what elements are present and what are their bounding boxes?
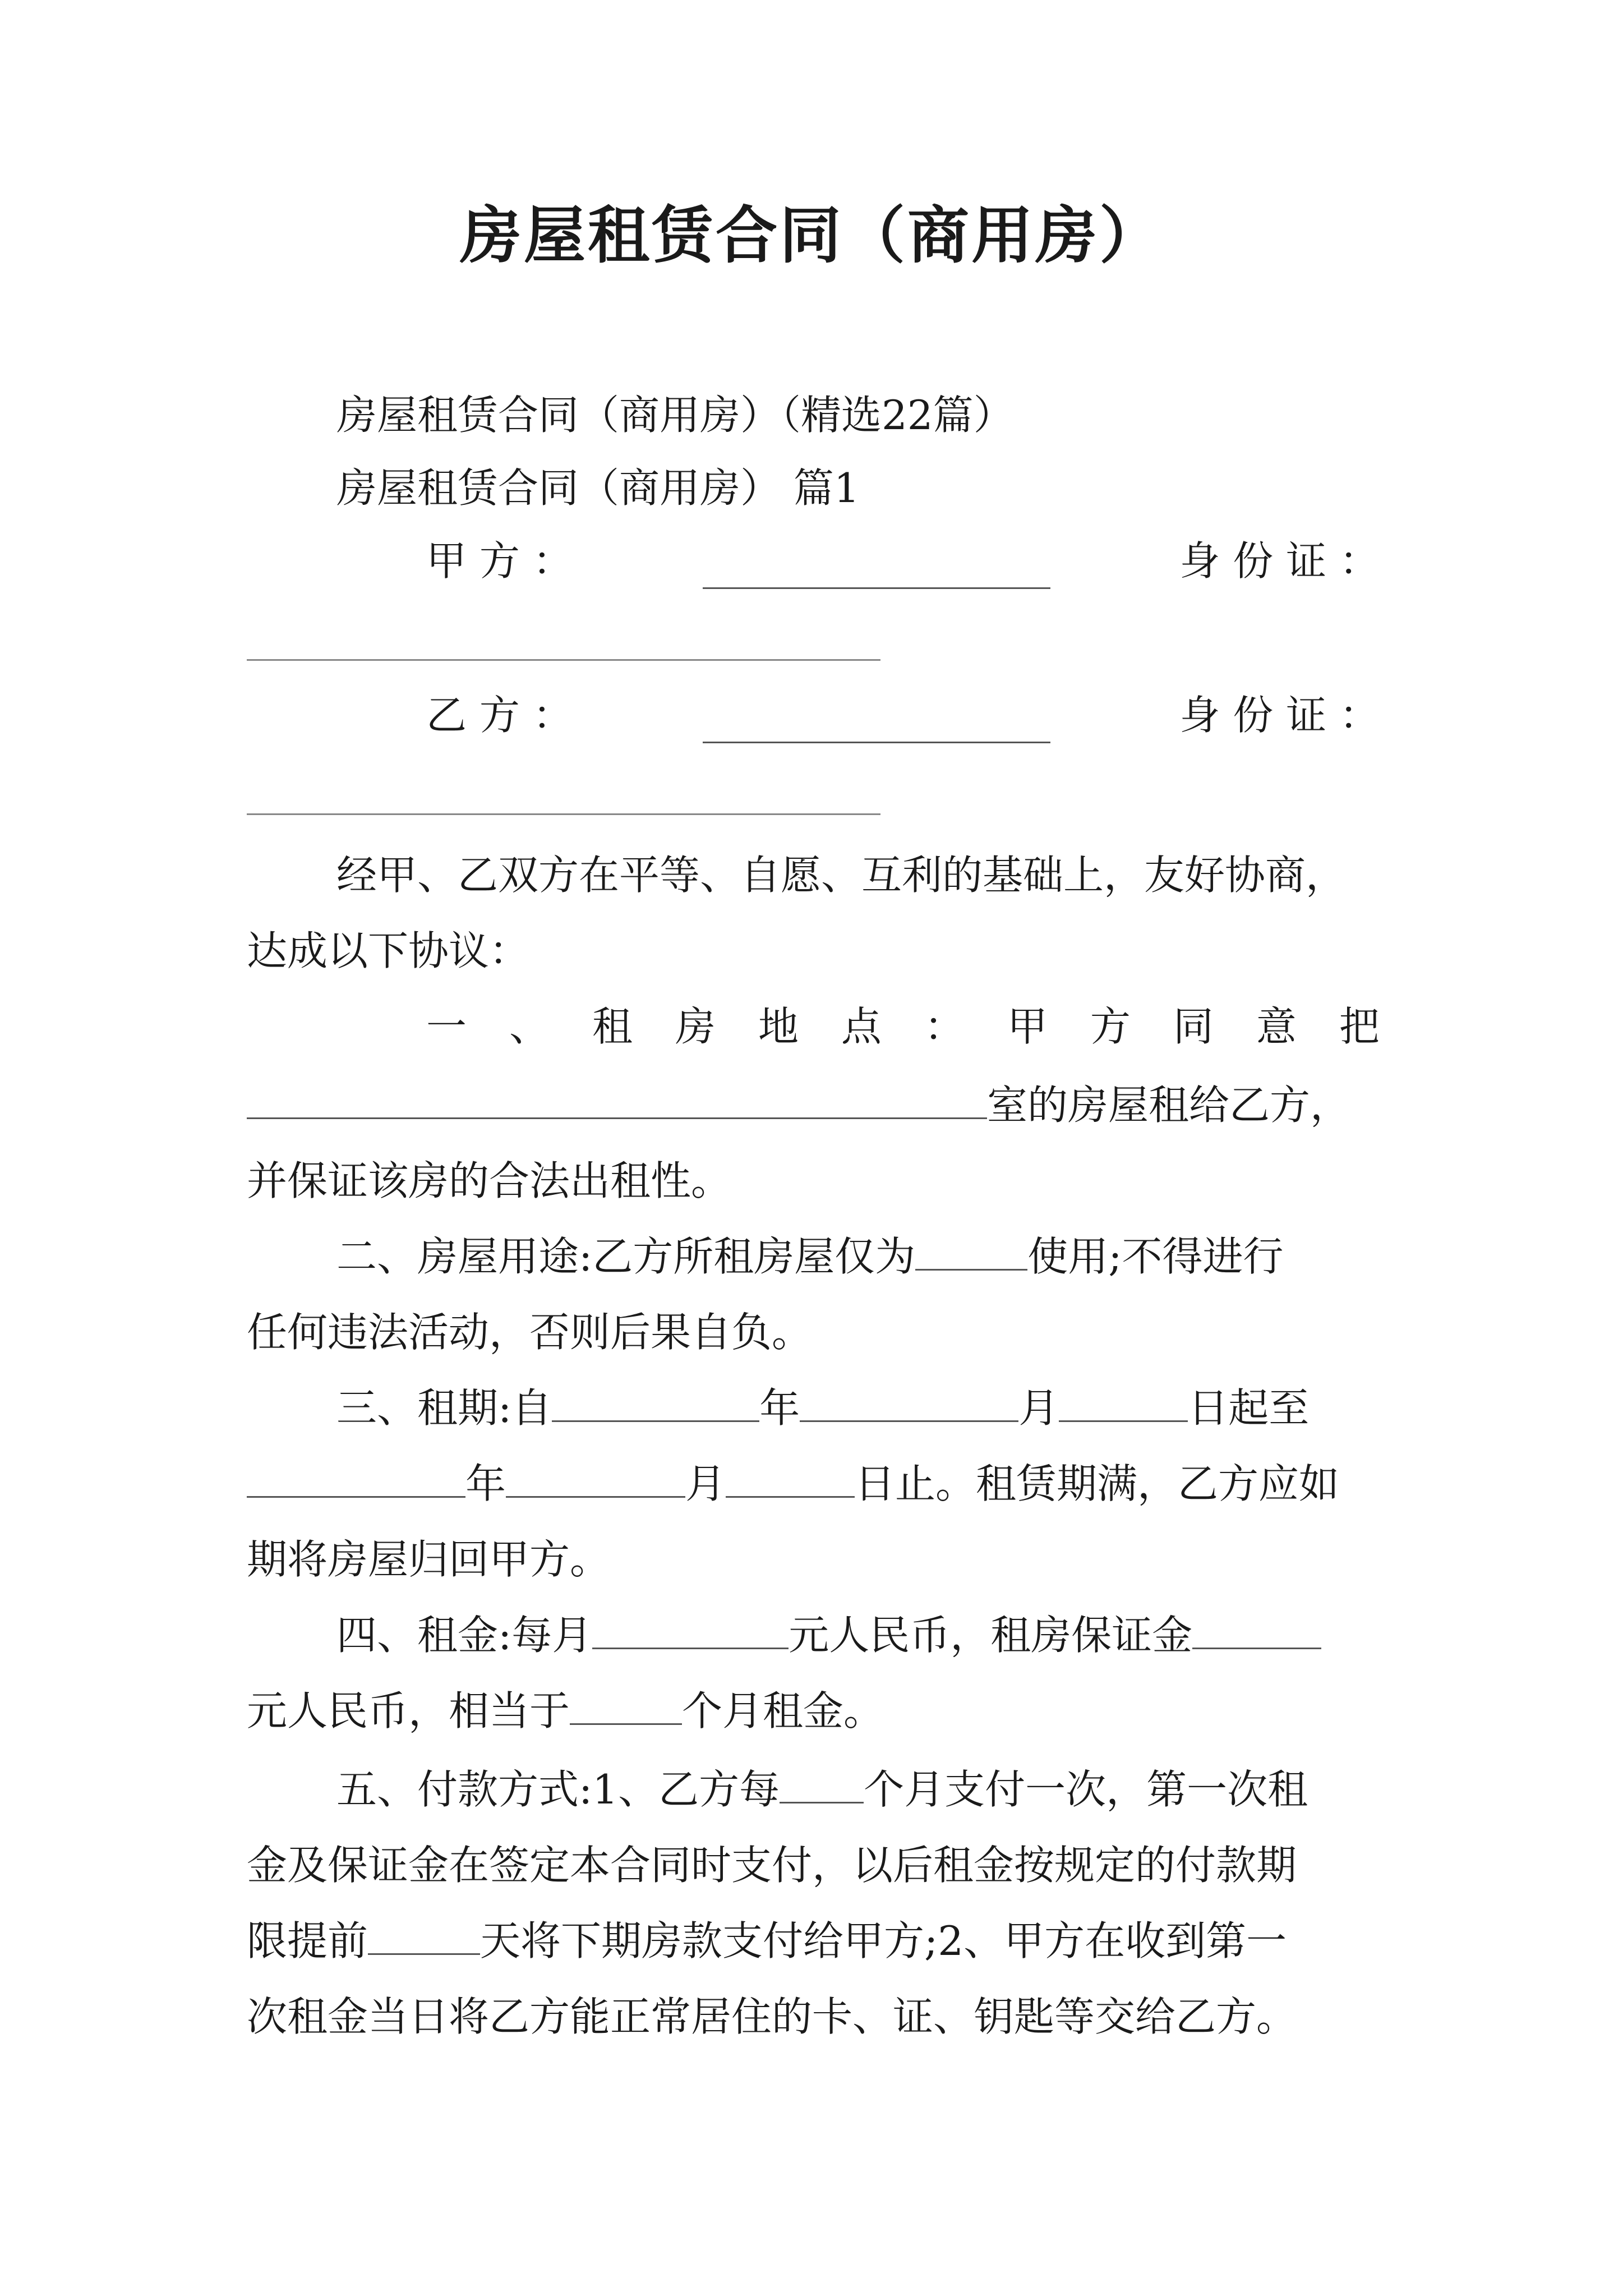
subtitle: 房屋租赁合同（商用房）（精选22篇） [336,392,1014,439]
clause-3-text-c: 日止。租赁期满，乙方应如 [855,1460,1340,1507]
clause-1-room-suffix: 室的房屋租给乙方， [987,1082,1351,1129]
clause-3-text-a: 三、租期:自 [336,1384,552,1432]
clause-1-line-2 [247,1077,1380,1133]
party-a-row [426,533,1380,589]
clause-3-line-3: 期将房屋归回甲方。 [247,1536,611,1583]
clause-5-text-c: 限提前 [247,1917,368,1964]
clause-2-text-a: 二、房屋用途:乙方所租房屋仅为 [336,1233,916,1280]
clause-3-start-month-blank[interactable] [800,1381,1018,1422]
clause-2-text-b: 使用;不得进行 [1027,1233,1284,1280]
clause-3-line-2 [247,1456,1380,1512]
clause-5-days-blank[interactable] [368,1914,480,1955]
clause-2-line-2: 任何违法活动，否则后果自负。 [247,1309,813,1356]
clause-1-char-1: 、 [509,1003,550,1050]
clause-1-char-11: 把 [1339,1003,1380,1050]
party-b-id-label: 身 份 证 ： [1179,692,1380,739]
clause-3-end-month-blank[interactable] [506,1457,685,1498]
clause-3-end-year-label: 年 [465,1460,506,1507]
clause-1-char-8: 方 [1090,1003,1131,1050]
clause-1-char-7: 甲 [1007,1003,1048,1050]
clause-5-interval-blank[interactable] [780,1763,864,1803]
clause-3-start-year-blank[interactable] [552,1381,759,1422]
clause-5-text-a: 五、付款方式:1、乙方每 [336,1766,780,1813]
party-b-label: 乙 方 ： [426,692,573,739]
party-a-label: 甲 方 ： [426,537,573,585]
clause-1-char-5: 点 [841,1003,882,1050]
clause-4-months-blank[interactable] [570,1684,682,1725]
clause-3-line-1 [336,1380,1380,1436]
clause-4-line-1 [336,1607,1380,1663]
party-a-id-label: 身 份 证 ： [1179,537,1380,585]
clause-1-char-2: 租 [592,1003,633,1050]
clause-1-char-9: 同 [1173,1003,1214,1050]
section-title: 房屋租赁合同（商用房） 篇1 [336,464,860,512]
clause-4-deposit-blank[interactable] [1192,1608,1321,1649]
clause-3-end-year-blank[interactable] [247,1457,465,1498]
clause-4-text-c: 元人民币，相当于 [247,1687,570,1734]
party-b-row [426,687,1380,743]
intro-line-1: 经甲、乙双方在平等、自愿、互利的基础上，友好协商， [336,852,1347,899]
party-a-name-blank[interactable] [703,548,1050,589]
clause-3-month-label: 月 [1018,1384,1059,1432]
intro-line-2: 达成以下协议： [247,927,530,974]
party-a-id-blank[interactable] [247,659,880,661]
clause-2-line-1 [336,1228,1380,1285]
party-b-name-blank[interactable] [703,702,1050,743]
clause-4-rent-blank[interactable] [592,1608,789,1649]
clause-4-text-d: 个月租金。 [682,1687,884,1734]
clause-4-text-a: 四、租金:每月 [336,1612,593,1659]
clause-3-year-label: 年 [759,1384,800,1432]
clause-3-end-month-label: 月 [685,1460,726,1507]
clause-1-char-3: 房 [675,1003,716,1050]
clause-3-end-day-blank[interactable] [726,1457,855,1498]
clause-1-char-4: 地 [758,1003,799,1050]
clause-5-line-1 [336,1761,1380,1818]
clause-5-text-d: 天将下期房款支付给甲方;2、甲方在收到第一 [480,1917,1287,1964]
clause-5-line-2: 金及保证金在签定本合同时支付，以后租金按规定的付款期 [247,1842,1297,1889]
clause-4-line-2 [247,1683,1380,1739]
clause-1-char-6: ： [924,1003,965,1050]
clause-3-start-day-blank[interactable] [1059,1381,1188,1422]
clause-1-line-1 [426,999,1380,1055]
clause-5-line-3 [247,1913,1380,1969]
clause-2-use-blank[interactable] [915,1230,1027,1271]
party-b-id-blank[interactable] [247,813,880,815]
clause-4-text-b: 元人民币，租房保证金 [789,1612,1193,1659]
document-title: 房屋租赁合同（商用房） [460,199,1163,272]
clause-1-room-blank[interactable] [247,1078,987,1119]
clause-1-char-10: 意 [1256,1003,1297,1050]
clause-5-text-b: 个月支付一次，第一次租 [864,1766,1308,1813]
clause-1-line-3: 并保证该房的合法出租性。 [247,1157,732,1204]
clause-3-text-d: 日起至 [1188,1384,1310,1432]
clause-5-line-4: 次租金当日将乙方能正常居住的卡、证、钥匙等交给乙方。 [247,1993,1297,2040]
clause-1-char-0: 一 [426,1003,467,1050]
